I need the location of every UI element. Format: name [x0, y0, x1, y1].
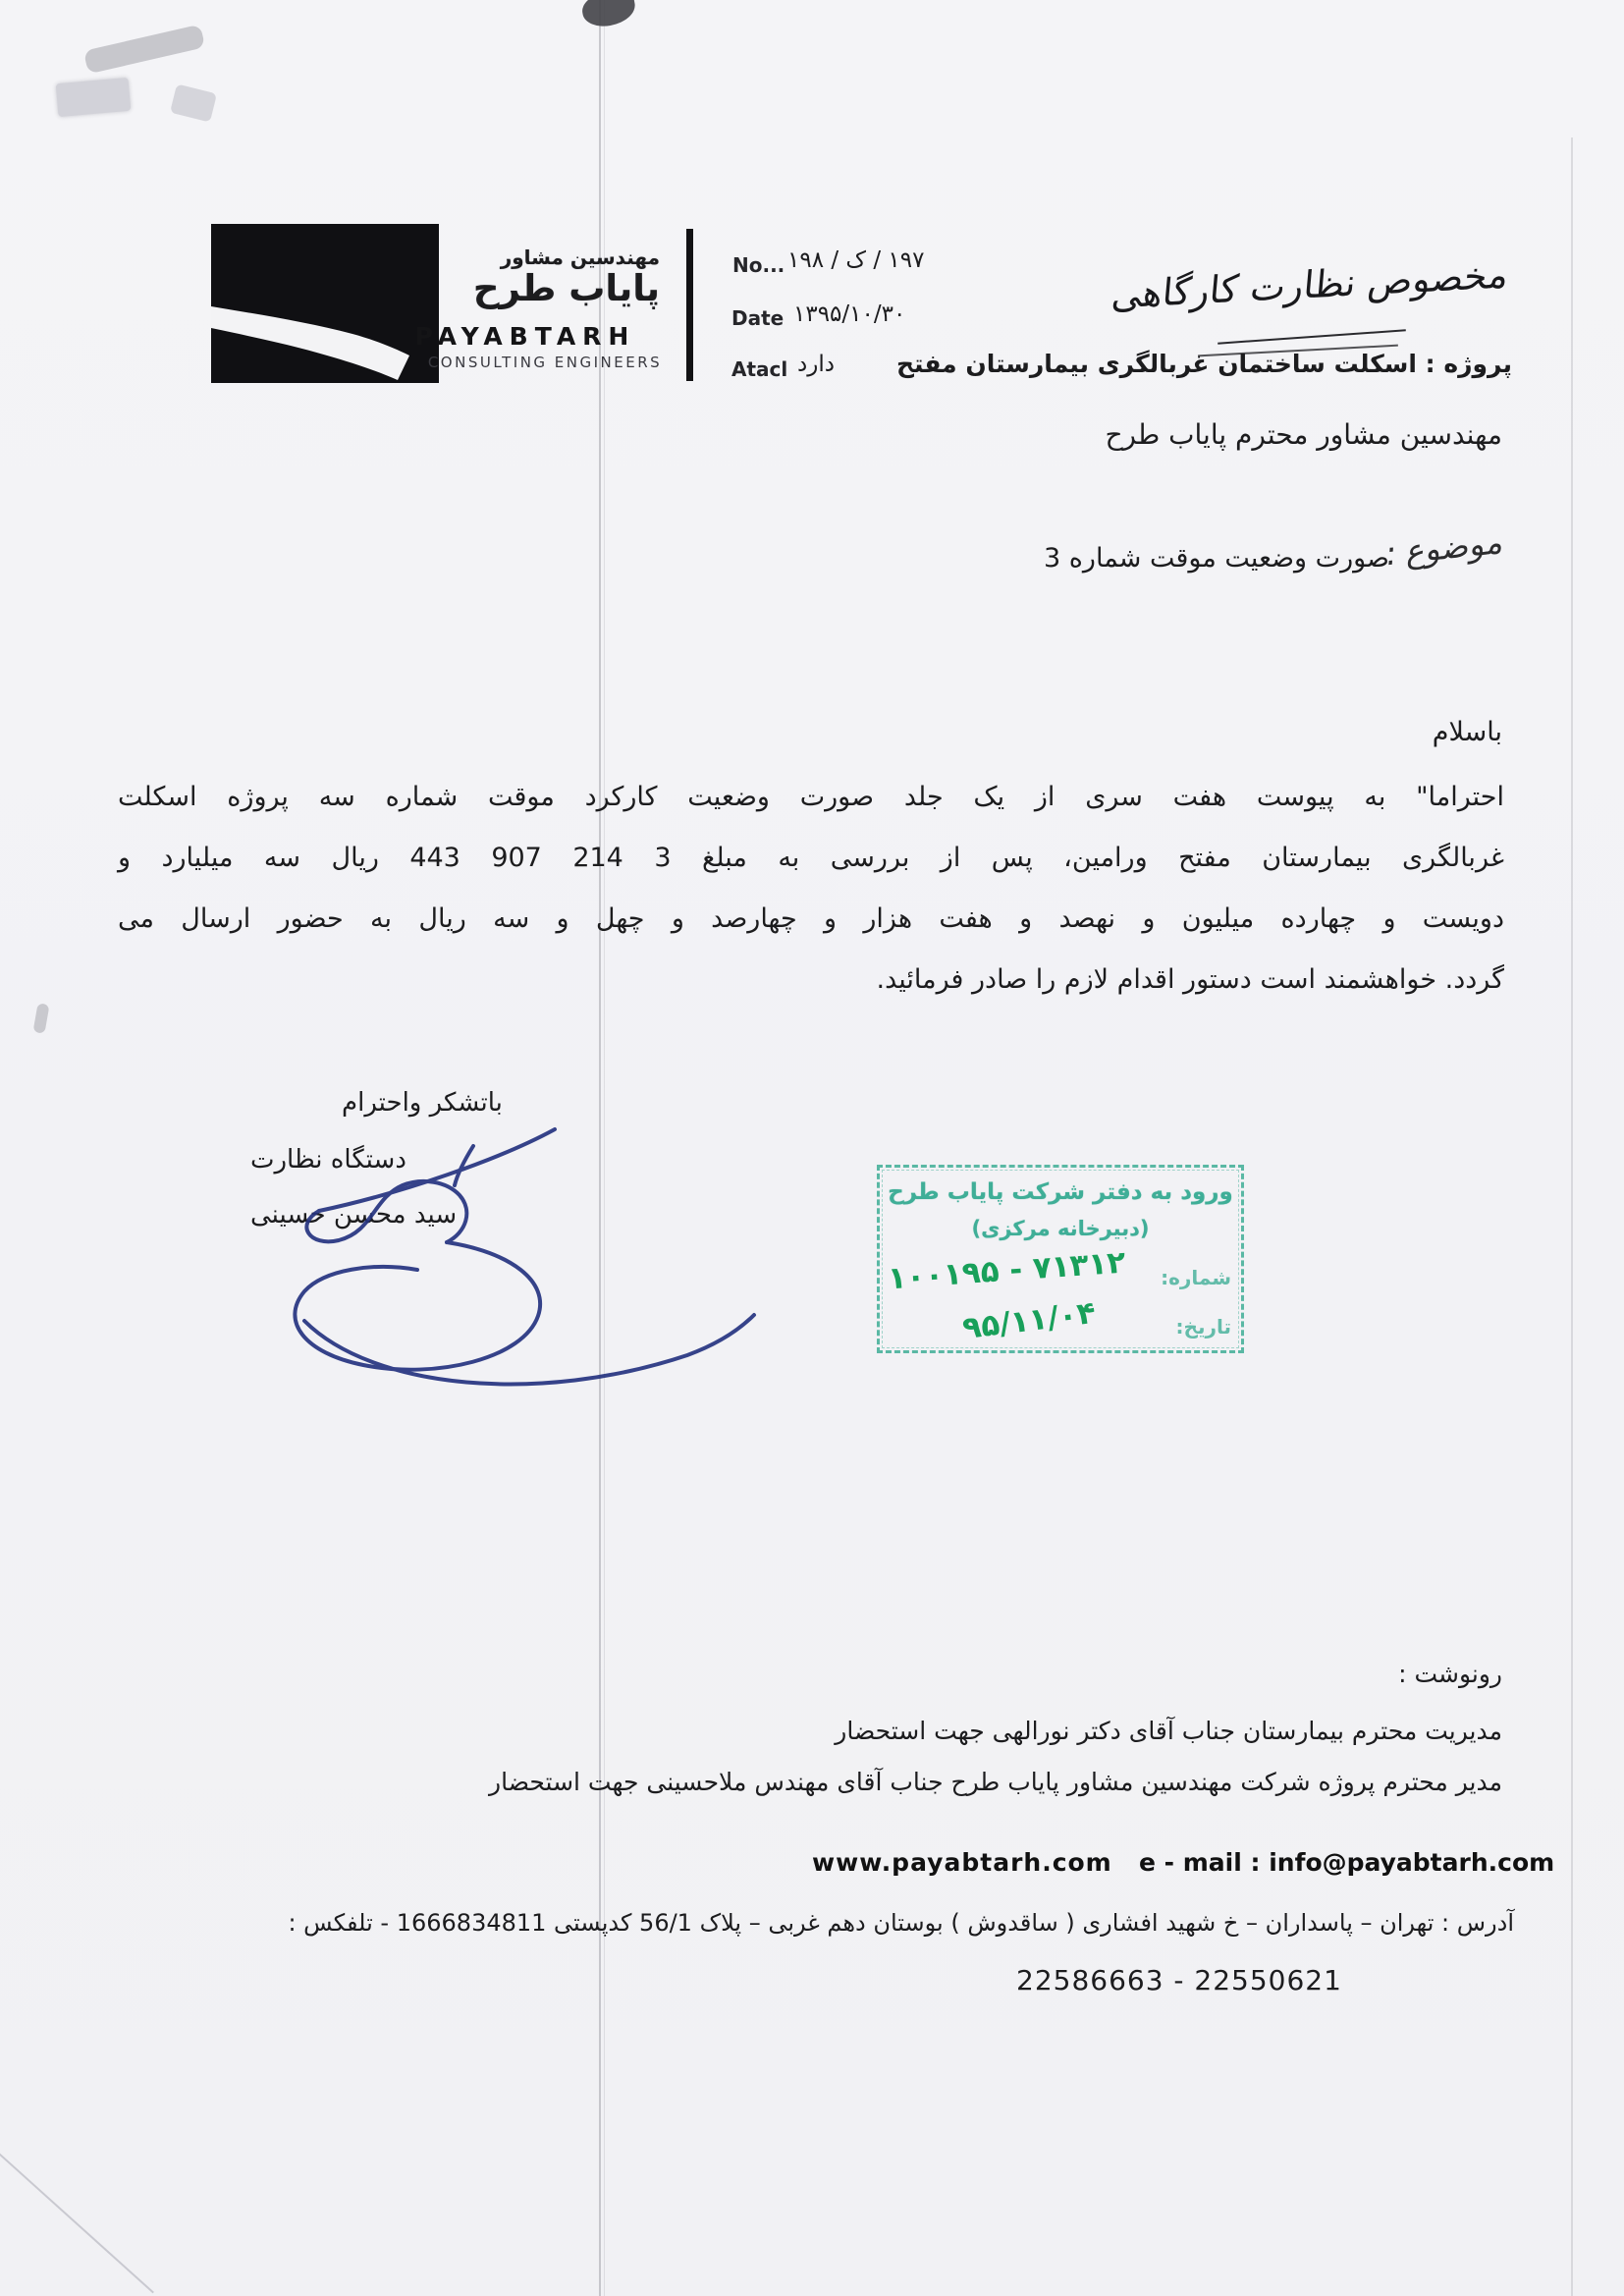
- scan-smudge: [83, 25, 205, 75]
- scan-smudge: [170, 83, 217, 122]
- stamp-date-label: تاریخ:: [1175, 1315, 1231, 1339]
- company-name-fa: پایاب طرح: [472, 267, 660, 309]
- body-paragraph-line: غربالگری بیمارستان مفتح ورامین، پس از بررسی به مبلغ 3 214 907 443 ریال سه میلیارد و: [118, 843, 1504, 873]
- company-name-fa-small: مهندسین مشاور: [500, 246, 660, 269]
- body-paragraph-line: احتراما" به پیوست هفت سری از یک جلد صورت وضعیت کارکرد موقت شماره سه پروژه اسکلت: [118, 782, 1504, 812]
- signature-icon: [226, 1095, 776, 1419]
- ref-attachment-label: Atacl: [731, 357, 788, 381]
- body-paragraph-line: دویست و چهارده میلیون و نهصد و هفت هزار و چهارصد و چهل و سه ریال به حضور ارسال می: [118, 903, 1504, 934]
- stamp-number-label: شماره:: [1161, 1266, 1231, 1289]
- cc-recipient-line: مدیریت محترم بیمارستان جناب آقای دکتر نورالهی جهت استحضار: [835, 1717, 1502, 1745]
- ref-no-value: ۱۹۸ / ک / ۱۹۷: [787, 247, 925, 273]
- secretariat-entry-stamp: [877, 1165, 1244, 1353]
- handwritten-underline: [1218, 329, 1406, 344]
- company-name-en: PAYABTARH: [414, 322, 636, 351]
- handwritten-supervision-note: مخصوص نظارت کارگاهی: [1109, 252, 1510, 317]
- ref-attachment-value: دارد: [797, 352, 835, 377]
- ref-no-label: No...: [732, 253, 785, 277]
- cc-section-title: رونوشت :: [1398, 1660, 1502, 1688]
- corner-fold-crease: [0, 2141, 154, 2293]
- scan-smudge: [56, 78, 132, 117]
- subject-text: صورت وضعیت موقت شماره 3: [1044, 543, 1389, 574]
- footer-email: e - mail : info@payabtarh.com: [1139, 1848, 1555, 1877]
- letterhead-divider-bar: [686, 229, 693, 381]
- closing-signatory-name: سید محسن حسینی: [250, 1200, 458, 1230]
- stamp-title-line: ورود به دفتر شرکت پایاب طرح: [888, 1179, 1233, 1205]
- addressee-line: مهندسین مشاور محترم پایاب طرح: [1105, 418, 1502, 451]
- handwritten-signature: [226, 1095, 776, 1419]
- project-title-line: پروژه : اسکلت ساختمان غربالگری بیمارستان مفتح: [895, 350, 1512, 378]
- cc-recipient-line: مدیر محترم پروژه شرکت مهندسین مشاور پایاب طرح جناب آقای مهندس ملاحسینی جهت استحضار: [489, 1768, 1502, 1796]
- closing-organization: دستگاه نظارت: [250, 1145, 406, 1175]
- stamp-number-handwritten: ۱۰۰۱۹۵ - ۷۱۳۱۲: [887, 1244, 1127, 1297]
- footer-website: www.payabtarh.com: [812, 1848, 1112, 1877]
- stamp-subtitle-line: (دبیرخانه مرکزی): [971, 1217, 1150, 1240]
- stamp-date-handwritten: ۹۵/۱۱/۰۴: [960, 1294, 1098, 1347]
- company-subtitle-en: CONSULTING ENGINEERS: [427, 354, 663, 371]
- salutation: باسلام: [1432, 717, 1502, 747]
- fold-top-ink-blob: [579, 0, 637, 29]
- body-paragraph-line: گردد. خواهشمند است دستور اقدام لازم را صادر فرمائید.: [876, 964, 1504, 995]
- closing-thanks: باتشکر واحترام: [342, 1088, 503, 1118]
- ref-date-value: ۱۳۹۵/۱۰/۳۰: [793, 301, 906, 327]
- footer-phone-numbers: 22586663 - 22550621: [1016, 1964, 1342, 1996]
- paper-edge-shadow: [1571, 137, 1573, 2296]
- handwritten-subject-label: موضوع :: [1383, 521, 1506, 574]
- ref-date-label: Date: [731, 306, 785, 330]
- scan-smudge: [32, 1003, 49, 1034]
- footer-address-line: آدرس : تهران – پاسداران – خ شهید افشاری ( ساقدوش ) بوستان دهم غربی – پلاک 56/1 کدپستی 1666834811 - تلفکس :: [288, 1909, 1514, 1937]
